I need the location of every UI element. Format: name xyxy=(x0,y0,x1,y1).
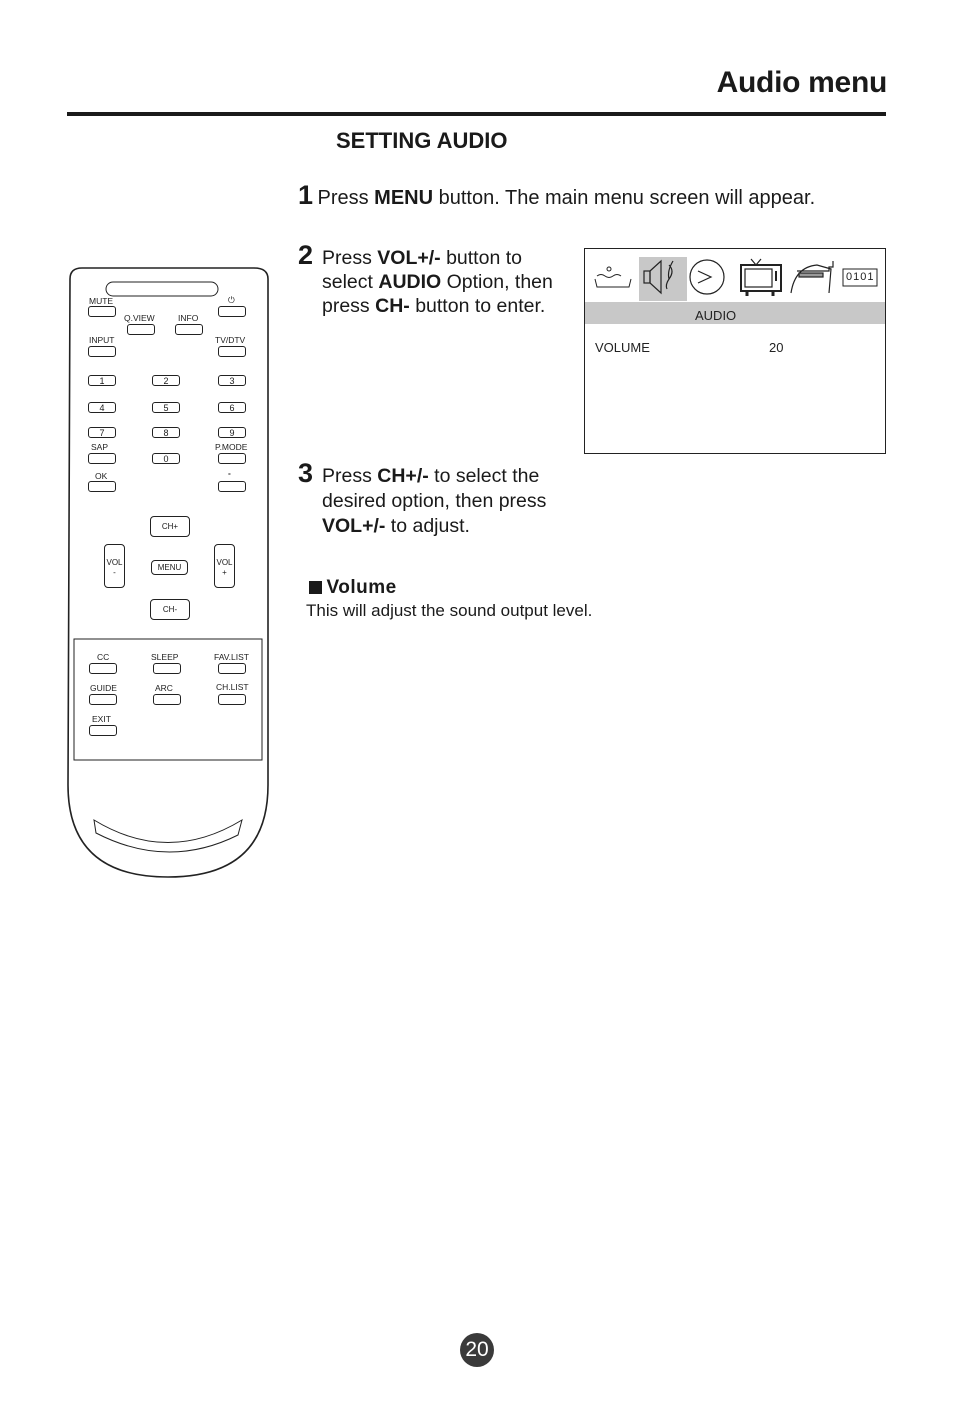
sap-button[interactable] xyxy=(88,453,116,464)
chlist-button[interactable] xyxy=(218,694,246,705)
picture-icon xyxy=(595,267,631,287)
step-number: 2 xyxy=(298,240,314,270)
favlist-label: FAV.LIST xyxy=(214,652,249,662)
exit-button[interactable] xyxy=(89,725,117,736)
key-name: MENU xyxy=(374,187,434,209)
key-label: 3 xyxy=(229,376,235,386)
step-text-part: to select the desired option, then press xyxy=(322,465,547,512)
key-label: 7 xyxy=(99,428,105,438)
ch-down-button[interactable] xyxy=(150,599,190,620)
tvdtv-label: TV/DTV xyxy=(215,335,246,345)
volume-label: VOLUME xyxy=(595,340,650,355)
key-name: CH- xyxy=(375,295,410,317)
key-label: MENU xyxy=(157,563,182,572)
exit-label: EXIT xyxy=(92,714,111,724)
key-label: 0 xyxy=(163,454,169,464)
step-text xyxy=(317,187,815,209)
vol-up-button[interactable] xyxy=(214,544,235,588)
key-name: AUDIO xyxy=(378,271,442,293)
step-text-part: to adjust. xyxy=(385,515,470,537)
step-text-part: button to enter. xyxy=(409,295,546,317)
guide-button[interactable] xyxy=(89,694,117,705)
power-icon: ⏻ xyxy=(228,295,235,305)
key-label: VOL xyxy=(106,558,123,567)
tvdtv-button[interactable] xyxy=(218,346,246,357)
settings-icon xyxy=(791,261,833,293)
info-label: INFO xyxy=(178,313,199,323)
ok-button[interactable] xyxy=(88,481,116,492)
key-label: 1 xyxy=(99,376,105,386)
key-label: + xyxy=(222,568,227,577)
menu-button[interactable] xyxy=(151,560,188,575)
input-button[interactable] xyxy=(88,346,116,357)
volume-value: 20 xyxy=(769,340,784,355)
volume-description: This will adjust the sound output level. xyxy=(306,601,593,620)
dash-label: - xyxy=(228,468,231,478)
key-9-button[interactable] xyxy=(218,427,246,438)
qview-button[interactable] xyxy=(127,324,155,335)
page-title: Audio menu xyxy=(716,66,887,99)
menu-title: AUDIO xyxy=(695,308,737,323)
key-name: VOL+/- xyxy=(377,247,441,269)
step-2-text xyxy=(322,246,554,318)
key-label: VOL xyxy=(216,558,233,567)
title-divider xyxy=(67,112,886,116)
bullet-square-icon xyxy=(309,581,322,594)
clock-icon xyxy=(690,260,724,294)
arc-label: ARC xyxy=(155,683,173,693)
arc-button[interactable] xyxy=(153,694,181,705)
key-3-button[interactable] xyxy=(218,375,246,386)
sleep-label: SLEEP xyxy=(151,652,179,662)
step-number: 3 xyxy=(298,458,314,488)
guide-label: GUIDE xyxy=(90,683,117,693)
power-button[interactable] xyxy=(218,306,246,317)
step-text-part: Press xyxy=(317,187,375,209)
menu-icon-bar xyxy=(585,249,885,301)
pmode-button[interactable] xyxy=(218,453,246,464)
volume-heading-text: Volume xyxy=(326,577,397,598)
sap-label: SAP xyxy=(91,442,109,452)
channel-code: 0101 xyxy=(846,271,875,283)
pmode-label: P.MODE xyxy=(215,442,248,452)
step-text-part: Option, then press xyxy=(322,271,553,317)
key-label: 2 xyxy=(163,376,169,386)
key-1-button[interactable] xyxy=(88,375,116,386)
step-text-part: button. The main menu screen will appear. xyxy=(433,187,816,209)
cc-button[interactable] xyxy=(89,663,117,674)
favlist-button[interactable] xyxy=(218,663,246,674)
page-number: 20 xyxy=(460,1333,494,1367)
key-2-button[interactable] xyxy=(152,375,180,386)
key-5-button[interactable] xyxy=(152,402,180,413)
step-text-part: button to select xyxy=(322,247,522,293)
mute-label: MUTE xyxy=(89,296,114,306)
ok-label: OK xyxy=(95,471,108,481)
key-0-button[interactable] xyxy=(152,453,180,464)
remote-control xyxy=(66,265,270,879)
key-label: - xyxy=(113,568,116,577)
vol-down-button[interactable] xyxy=(104,544,125,588)
key-label: 9 xyxy=(229,428,235,438)
key-label: CH+ xyxy=(161,522,179,531)
key-label: 6 xyxy=(229,403,235,413)
qview-label: Q.VIEW xyxy=(124,313,155,323)
key-7-button[interactable] xyxy=(88,427,116,438)
mute-button[interactable] xyxy=(88,306,116,317)
step-text-part: Press xyxy=(322,465,378,487)
section-heading: SETTING AUDIO xyxy=(336,128,508,153)
info-button[interactable] xyxy=(175,324,203,335)
input-label: INPUT xyxy=(89,335,115,345)
chlist-label: CH.LIST xyxy=(216,682,249,692)
key-name: VOL+/- xyxy=(322,515,386,537)
selected-tab-highlight xyxy=(639,257,687,301)
key-4-button[interactable] xyxy=(88,402,116,413)
cc-label: CC xyxy=(97,652,110,662)
tv-icon xyxy=(741,259,781,296)
ch-up-button[interactable] xyxy=(150,516,190,537)
key-label: CH- xyxy=(162,605,178,614)
step-text-part: Press xyxy=(322,247,378,269)
key-6-button[interactable] xyxy=(218,402,246,413)
step-3-text xyxy=(322,464,572,539)
key-8-button[interactable] xyxy=(152,427,180,438)
step-1 xyxy=(298,180,815,211)
key-label: 8 xyxy=(163,428,169,438)
key-name: CH+/- xyxy=(377,465,429,487)
audio-menu-screen xyxy=(584,248,886,454)
volume-heading xyxy=(309,577,397,599)
key-label: 4 xyxy=(99,403,105,413)
step-number: 1 xyxy=(298,180,314,210)
key-label: 5 xyxy=(163,403,169,413)
dash-button[interactable] xyxy=(218,481,246,492)
sleep-button[interactable] xyxy=(153,663,181,674)
